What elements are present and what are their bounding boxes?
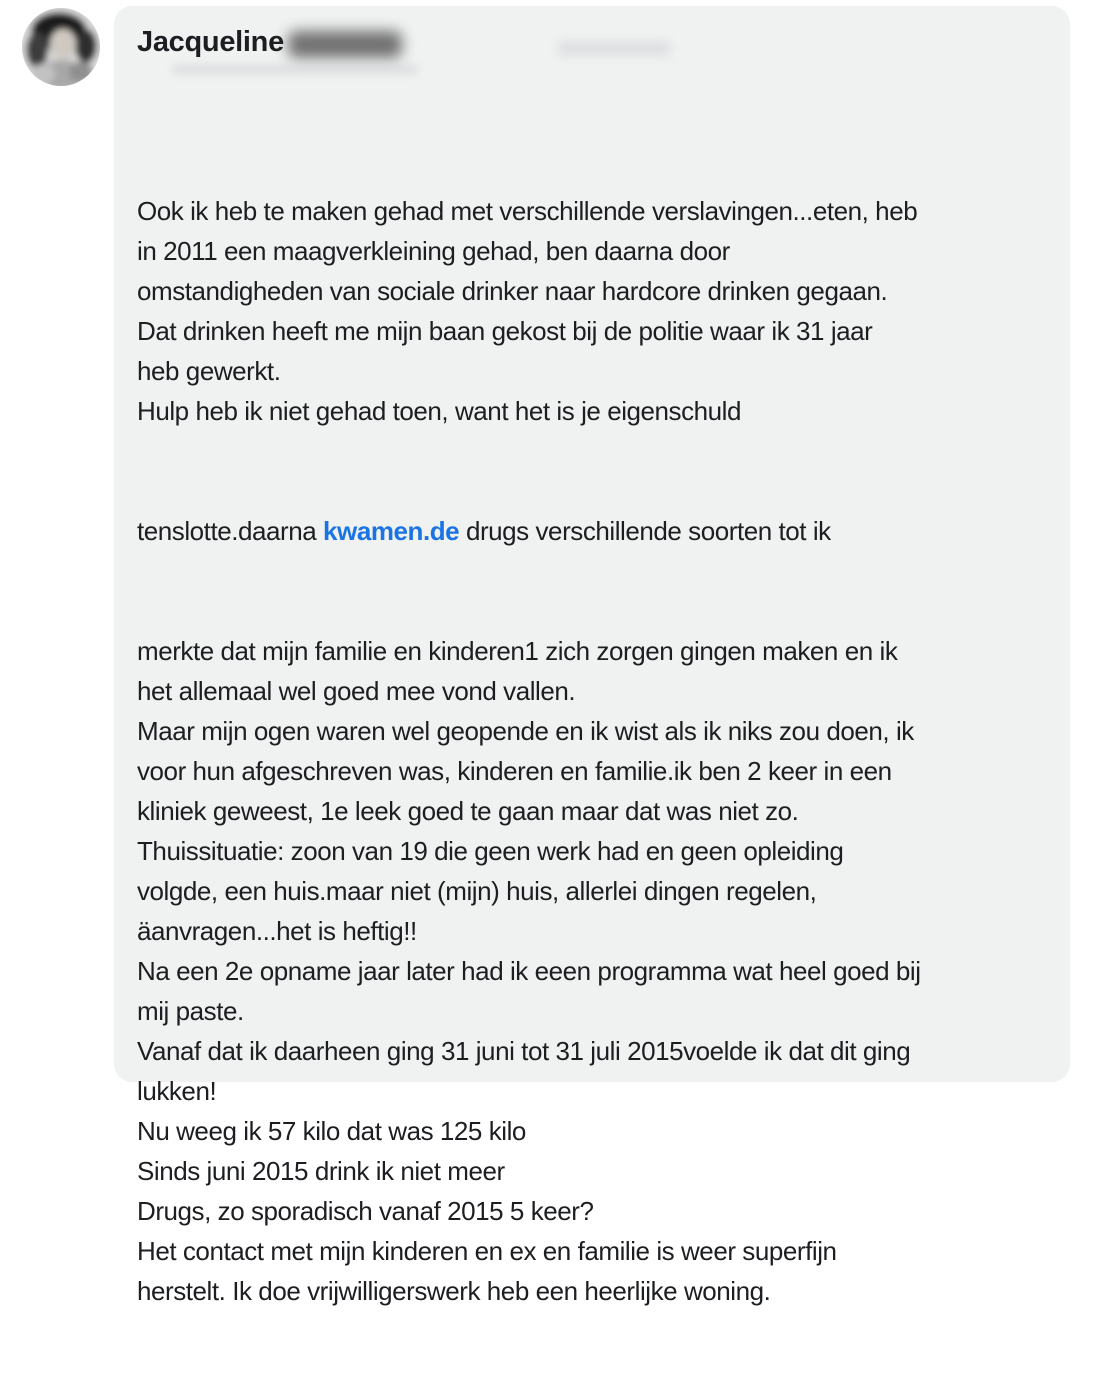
text-line-with-link [137, 511, 1062, 551]
comment-bubble [114, 6, 1070, 1306]
comment-text [137, 111, 1062, 1391]
text-line: lukken! [137, 1076, 217, 1106]
text-line: Drugs, zo sporadisch vanaf 2015 5 keer? [137, 1196, 594, 1226]
text-lines-top [137, 191, 1062, 431]
redacted-surname-blur [288, 31, 402, 58]
text-line: heb gewerkt. [137, 356, 281, 386]
text-line: kliniek geweest, 1e leek goed te gaan maar dat was niet zo. [137, 796, 799, 826]
link-line-before: tenslotte.daarna [137, 516, 324, 546]
text-line: volgde, een huis.maar niet (mijn) huis, allerlei dingen regelen, [137, 876, 817, 906]
redacted-header-blur [558, 41, 670, 56]
avatar[interactable] [22, 8, 100, 86]
text-line: Dat drinken heeft me mijn baan gekost bij de politie waar ik 31 jaar [137, 316, 873, 346]
redacted-subtitle-blur [172, 64, 418, 75]
text-line: Na een 2e opname jaar later had ik eeen programma wat heel goed bij [137, 956, 921, 986]
text-line: herstelt. Ik doe vrijwilligerswerk heb een heerlijke woning. [137, 1276, 771, 1306]
inline-link[interactable]: kwamen.de [323, 516, 460, 546]
text-line: Vanaf dat ik daarheen ging 31 juni tot 31 juli 2015voelde ik dat dit ging [137, 1036, 911, 1066]
text-line: het allemaal wel goed mee vond vallen. [137, 676, 576, 706]
text-line: Hulp heb ik niet gehad toen, want het is je eigenschuld [137, 396, 742, 426]
text-line: Het contact met mijn kinderen en ex en familie is weer superfijn [137, 1236, 837, 1266]
text-line: Sinds juni 2015 drink ik niet meer [137, 1156, 505, 1186]
text-lines-bottom [137, 631, 1062, 1311]
text-line: voor hun afgeschreven was, kinderen en familie.ik ben 2 keer in een [137, 756, 892, 786]
link-line-after: drugs verschillende soorten tot ik [459, 516, 831, 546]
text-line: Ook ik heb te maken gehad met verschillende verslavingen...eten, heb [137, 196, 918, 226]
avatar-portrait-image [22, 8, 100, 86]
text-line: mij paste. [137, 996, 244, 1026]
text-line: omstandigheden van sociale drinker naar hardcore drinken gegaan. [137, 276, 888, 306]
text-line: Maar mijn ogen waren wel geopende en ik wist als ik niks zou doen, ik [137, 716, 914, 746]
text-line: Nu weeg ik 57 kilo dat was 125 kilo [137, 1116, 526, 1146]
author-name[interactable]: Jacqueline [137, 26, 284, 58]
text-line: in 2011 een maagverkleining gehad, ben daarna door [137, 236, 730, 266]
text-line: merkte dat mijn familie en kinderen1 zich zorgen gingen maken en ik [137, 636, 898, 666]
text-line: äanvragen...het is heftig!! [137, 916, 417, 946]
text-line: Thuissituatie: zoon van 19 die geen werk had en geen opleiding [137, 836, 844, 866]
